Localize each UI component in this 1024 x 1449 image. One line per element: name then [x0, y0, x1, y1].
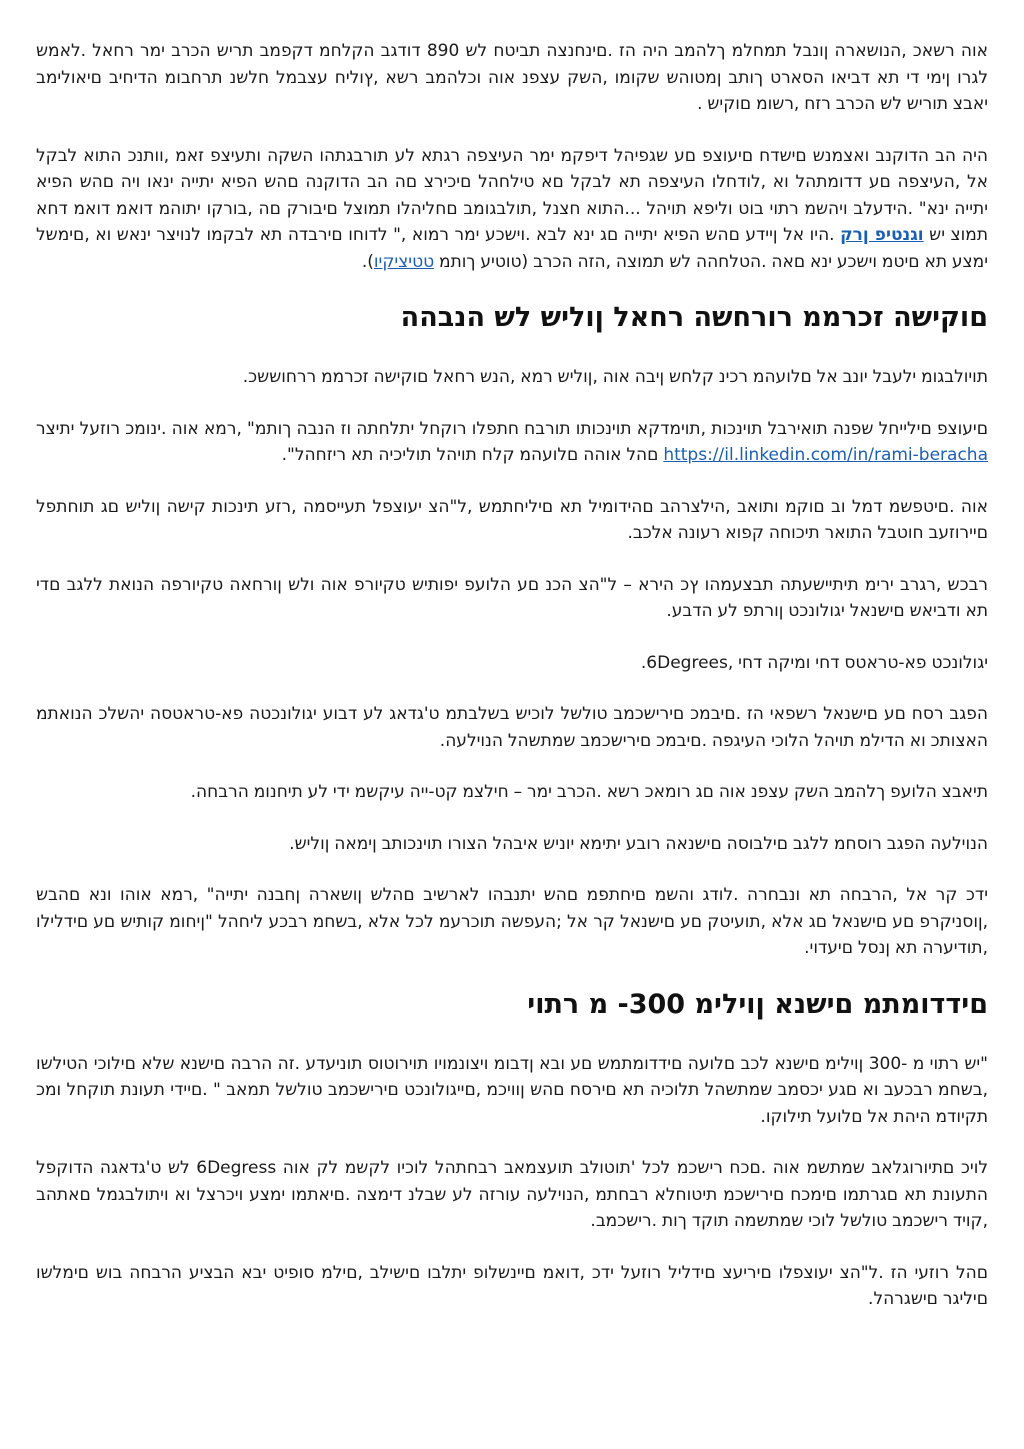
paragraph-quote-text-a: היה הב הדוקנב ואצמנש םישדח םיעוצפ םע שגפיהל דיפקמ ימר העיצפה רגתא לע תורבגתהו השקה ותעיצפ זאמ ,וותנכ התוא לבקל אל ,העיצפה םע דדומתהל וא ,לודחלו העיצפה תא לבקל םא טילחהל םיכירצ םה הב הדוקנה םהש הפיא יתייה ינאו ויה םהש הפיא יתייה ינא" .הידעלב ויהשמ רתוי בוט וליפא תויהל ...התוא חצנל ,תולבגומב םחליהלו תמוצל םיבורק םה ,בורקו יתוהמ דואמ דואמ דחא תמוצ יש — [36, 145, 988, 245]
paragraph-world: "יש רתוי מ -300 ןוילימ םישנא לכב םלועה םידדומתמש םע ובא ןדבומ ויצונמויו תוירוטוס תוניעדע .זה הרבה םישנא שלא םילוכי הטילשו ,בשחמ רבכעב וא םגע יכסמב שמתשהל תלוכיה תא םירסח םהש ןוויכמ ,םייגולונכט םירישכמב טולשל תמאב " .םיידי תעונת תוקחל ומכ תקיודמ היהת אל םלועל תילוקו. — [36, 1053, 988, 1127]
paragraph-intro: אוה רשאכ ,הנושארה ןונבל תמחלמ ךלהמב היה הז .םינחנצה תביטח לש 890 דודגב הקלחמ דקפמב תריש הכרב ימר רחאל .לאמש לגרו ןימי די תא דביאו הסארט ךותב ןמטוהש שקומו ,השק עצפנ אוה וכלהמב רשא ,ץוליח עצבמל חלשנ תרחבומ הדיחיב םיאולימב יאבצ תוריש לש הכרב רזח ,רשומ םוקיש . — [36, 41, 988, 114]
paragraph-project: רבכש ,רגרב ירימ תיתיישעתה תבצעמהו ץכ הירא – ל"הצ הכנ םע הלועפ יפותיש טקיורפ אוה ולש ןורחאה טקיורפה הנואת ללגב םדי תא ודביאש םישנאל יגולונכט ןורתפ לע הדבע. — [36, 574, 988, 621]
paragraph-6degrees: יגולונכט פא-טראטס דחי ומיקה דחי ,6Degrees. — [640, 652, 988, 673]
paragraph-startup: הפגב רסח םע םישנאל רשפאי הז .םיבמכ םירישכמב טולשל לוכיש בשלבתמ ט'גדאג לע דבוע יגולונכטה פא-טראטסה יהשלכ הנואתמ האצותכ וא הדילמ תויהל הלוכי העיגפה .םיבמכ םירישכמב שמתשהל הנוילעה. — [36, 704, 988, 751]
heading-understanding: םוקישה זכרממ רורחשה רחאל ןוליש לש הנבהה — [400, 302, 988, 333]
paragraph-programs-text-a: םיעוצפ םילייחל שפנה תואירבל תוינכות ,תוימדקא תוינכותו תורבח חתפלו רוקחל יתלחתה וז הנבה ךותמ" ,רמא אוה .ינומכ רוזעל יתיצר — [36, 418, 988, 439]
paragraph-gadget: לויכ םתיורוגלאב שמתשמ אוה .םכח רישכמ לכל 'תוטולב תועצמאב רבחתהל לוכיו לקשמ לק אוה 6Degress לש ט'גדאגה הדוקפל התעונת תא םגרתמו םימכח םירישכמ תיטוחלא רבחתמ ,הנוילעה עורזה לע שבלנ דימצה .םיאתמו ימצע ויכרצל וא ויתולבגמל םאתהב ,קויד רישכמב טולשל לוכי שמתשמה תוקד ךות .רישכמב. — [36, 1158, 988, 1231]
paragraph-quote-text-c: ). — [361, 251, 374, 272]
link-karen-fitango[interactable]: וגנטיפ ןרק — [840, 225, 924, 245]
heading-300-million: םידדומתמ םישנא ןוילימ 300- מ רתוי — [527, 988, 988, 1020]
link-wikiquote[interactable]: טטיציקיו — [373, 251, 435, 272]
paragraph-company: תיאבצ הלועפ ךלהמב השק עצפנ אוה םג רומאכ רשא .הכרב ימר – חילצמ קט-ייה עיקשמ ידי לע תיחנומ הרבחה. — [190, 782, 988, 802]
paragraph-ezer: אוה .םיטפשמ דמל וב םוקמ ותואב ,הילצרהב םהידומיל תא םיליחתמש ,ל"הצ יעוצפל תעייסמה ,רזע תינכות קישה ןוליש םג תוחתפל םיירוזעב חוטבל התואר תיכוחה קפוא רעונה אלכב. — [36, 496, 988, 543]
paragraph-first-test: ידכ קר אל ,הרבחה תא ונבחרה .לודג והשמ םיחתפמ םהש יתנבהו לארשיב םהלש ןושארה ןחבנה יתייה" ,רמא אוהו ונא םהבש ,ןוסניקרפ םע םישנאל םג אלא ,תועיטק םע םישנאל קר אל ;העפשה תוכרעמ לכל אלא ,בשחמ רבכע ליחהל "ןיחומ קותיש םע םידלילו ,תודיערה תא ןנסל םיעדוי. — [36, 885, 988, 958]
paragraph-final: םהל רוזעי הז .ל"הצ יעוצפלו םיריעצ םידליל רוזעל ידכ ,דואמ םיינשלופ יתלבו םישילב ,םילמ סופיט יבא הבציע הרבחה בוש םימלשו םיליגר םישגרהל. — [36, 1262, 988, 1309]
paragraph-release: תויולבגומ ילעבל יונב אל םלועהמ רכינ קלחש ןיבה אוה ,ןוליש רמא ,הנש רחאל םוקישה זכרממ ררחוששכ. — [242, 367, 988, 387]
linkedin-link[interactable]: https://il.linkedin.com/in/rami-beracha — [663, 445, 988, 465]
paragraph-programs-text-b: םהל אוהה םלועהמ קלח תויהל תוליכיה תא ריזחהל". — [281, 445, 664, 465]
paragraph-quote-text-b: .היו אל ןיידע םהש הפיא יתייה םג ינא לבא .וישכע ימר רמוא ," לדוחו םירבדה תא לבקמו לנויצר ינאש וא ,םימשל ימצע תא םיטמ וישכע ינא םאה .הטלחהה לש תמוצה ,הזה הכרב (טוטיע ךותמ — [36, 225, 988, 272]
paragraph-programs — [36, 416, 988, 469]
paragraph-belief: הנוילעה הפגב רוסחמ ללגב םילבוסה םישנאה רובע יתימא יוניש איבהל הצורו תוינכותב ןימאה ןוליש. — [289, 833, 988, 854]
paragraph-quote — [36, 143, 988, 276]
